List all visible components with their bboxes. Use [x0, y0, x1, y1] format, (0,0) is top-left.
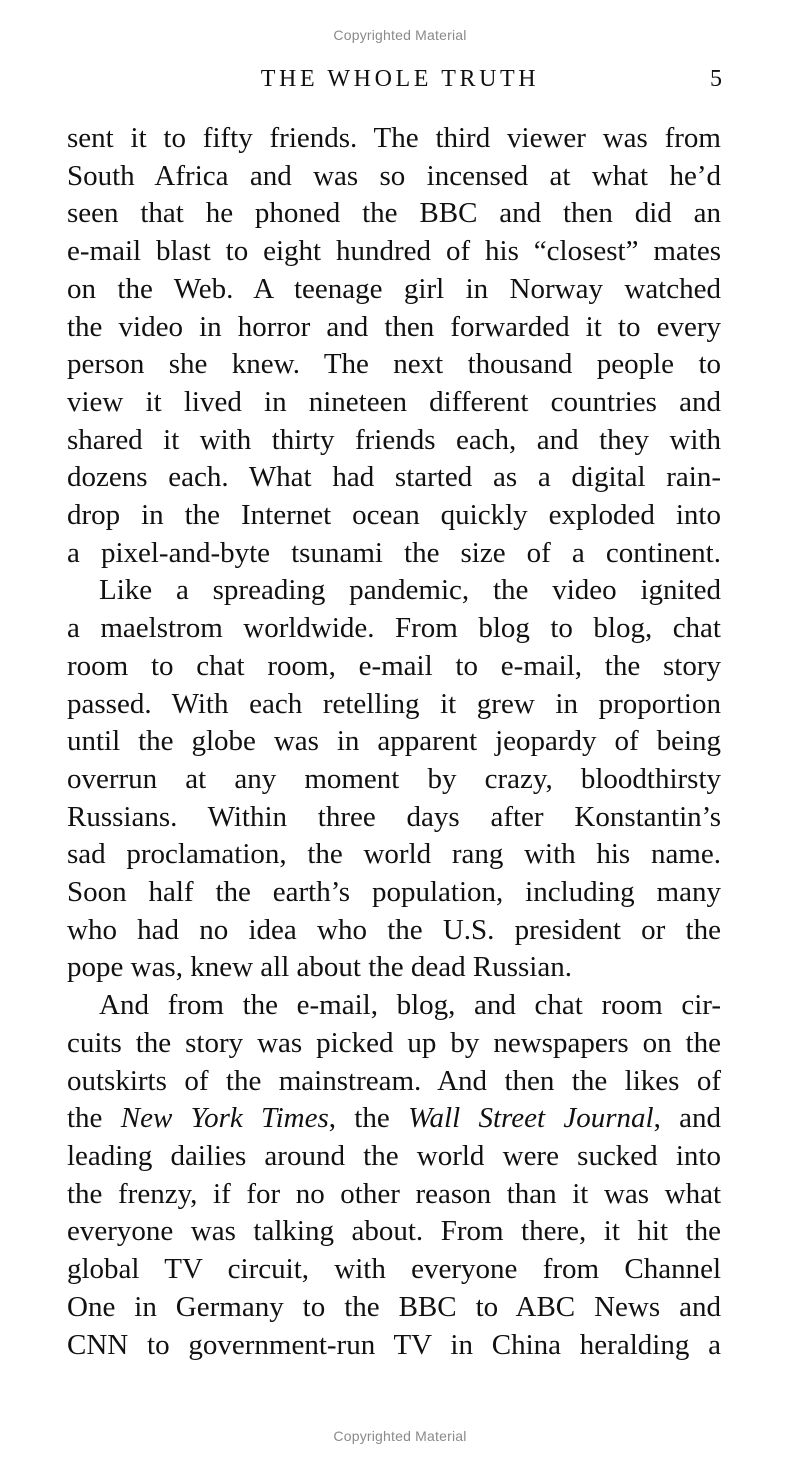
text-fragment: , the — [328, 1102, 409, 1135]
text-line: leading dailies around the world were sucked into — [67, 1139, 721, 1172]
text-line: a pixel-and-byte tsunami the size of a continent. — [67, 536, 721, 569]
text-line: One in Germany to the BBC to ABC News and — [67, 1290, 721, 1323]
text-line: sent it to fifty friends. The third viewer was from — [67, 122, 721, 154]
text-line: on the Web. A teenage girl in Norway watched — [67, 272, 721, 305]
text-line: passed. With each retelling it grew in proportion — [67, 687, 721, 720]
paragraph-2 — [67, 572, 721, 987]
publication-title: New York Times — [120, 1102, 329, 1135]
running-header — [0, 62, 800, 96]
publication-title: Wall Street Journal — [408, 1102, 654, 1135]
running-title: THE WHOLE TRUTH — [260, 66, 540, 92]
text-line: a maelstrom worldwide. From blog to blog, chat — [67, 612, 721, 645]
text-line: seen that he phoned the BBC and then did an — [67, 197, 721, 230]
text-line: who had no idea who the U.S. president or the — [67, 913, 721, 946]
text-line: Soon half the earth’s population, including many — [67, 876, 721, 909]
text-fragment: , and — [653, 1102, 722, 1135]
text-line: room to chat room, e-mail to e-mail, the story — [67, 649, 721, 682]
text-line: view it lived in nineteen different countries and — [67, 385, 721, 418]
paragraph-3 — [67, 987, 721, 1364]
text-line: shared it with thirty friends each, and they with — [67, 423, 721, 456]
text-line: dozens each. What had started as a digital rain- — [67, 461, 721, 494]
text-line: until the globe was in apparent jeopardy of being — [67, 725, 721, 758]
body-text — [67, 120, 721, 1364]
text-line: drop in the Internet ocean quickly exploded into — [67, 499, 721, 532]
copyright-watermark-bottom: Copyrighted Material — [333, 1428, 467, 1444]
text-line: cuits the story was picked up by newspapers on the — [67, 1026, 721, 1059]
paragraph-1 — [67, 120, 721, 572]
text-line: person she knew. The next thousand people to — [67, 348, 721, 381]
text-line: outskirts of the mainstream. And then the likes of — [67, 1064, 721, 1097]
text-line: overrun at any moment by crazy, bloodthirsty — [67, 762, 721, 795]
text-fragment: the — [67, 1102, 121, 1135]
text-line: the frenzy, if for no other reason than it was what — [67, 1177, 721, 1210]
page-number: 5 — [710, 66, 722, 92]
text-line: Russians. Within three days after Konstantin’s — [67, 800, 721, 833]
text-line: global TV circuit, with everyone from Channel — [67, 1253, 721, 1286]
text-line: sad proclamation, the world rang with his name. — [67, 838, 721, 871]
text-line: CNN to government-run TV in China heralding a — [67, 1328, 721, 1361]
text-line: e-mail blast to eight hundred of his “closest” mates — [67, 235, 721, 268]
text-line: pope was, knew all about the dead Russian. — [67, 951, 572, 984]
text-line: everyone was talking about. From there, it hit the — [67, 1215, 721, 1248]
text-line-with-titles — [67, 1100, 721, 1138]
text-line: And from the e-mail, blog, and chat room cir- — [99, 989, 721, 1022]
text-line: Like a spreading pandemic, the video ignited — [99, 574, 721, 607]
copyright-watermark-top: Copyrighted Material — [333, 27, 467, 43]
text-line: South Africa and was so incensed at what he’d — [67, 159, 721, 192]
text-line: the video in horror and then forwarded it to every — [67, 310, 721, 343]
